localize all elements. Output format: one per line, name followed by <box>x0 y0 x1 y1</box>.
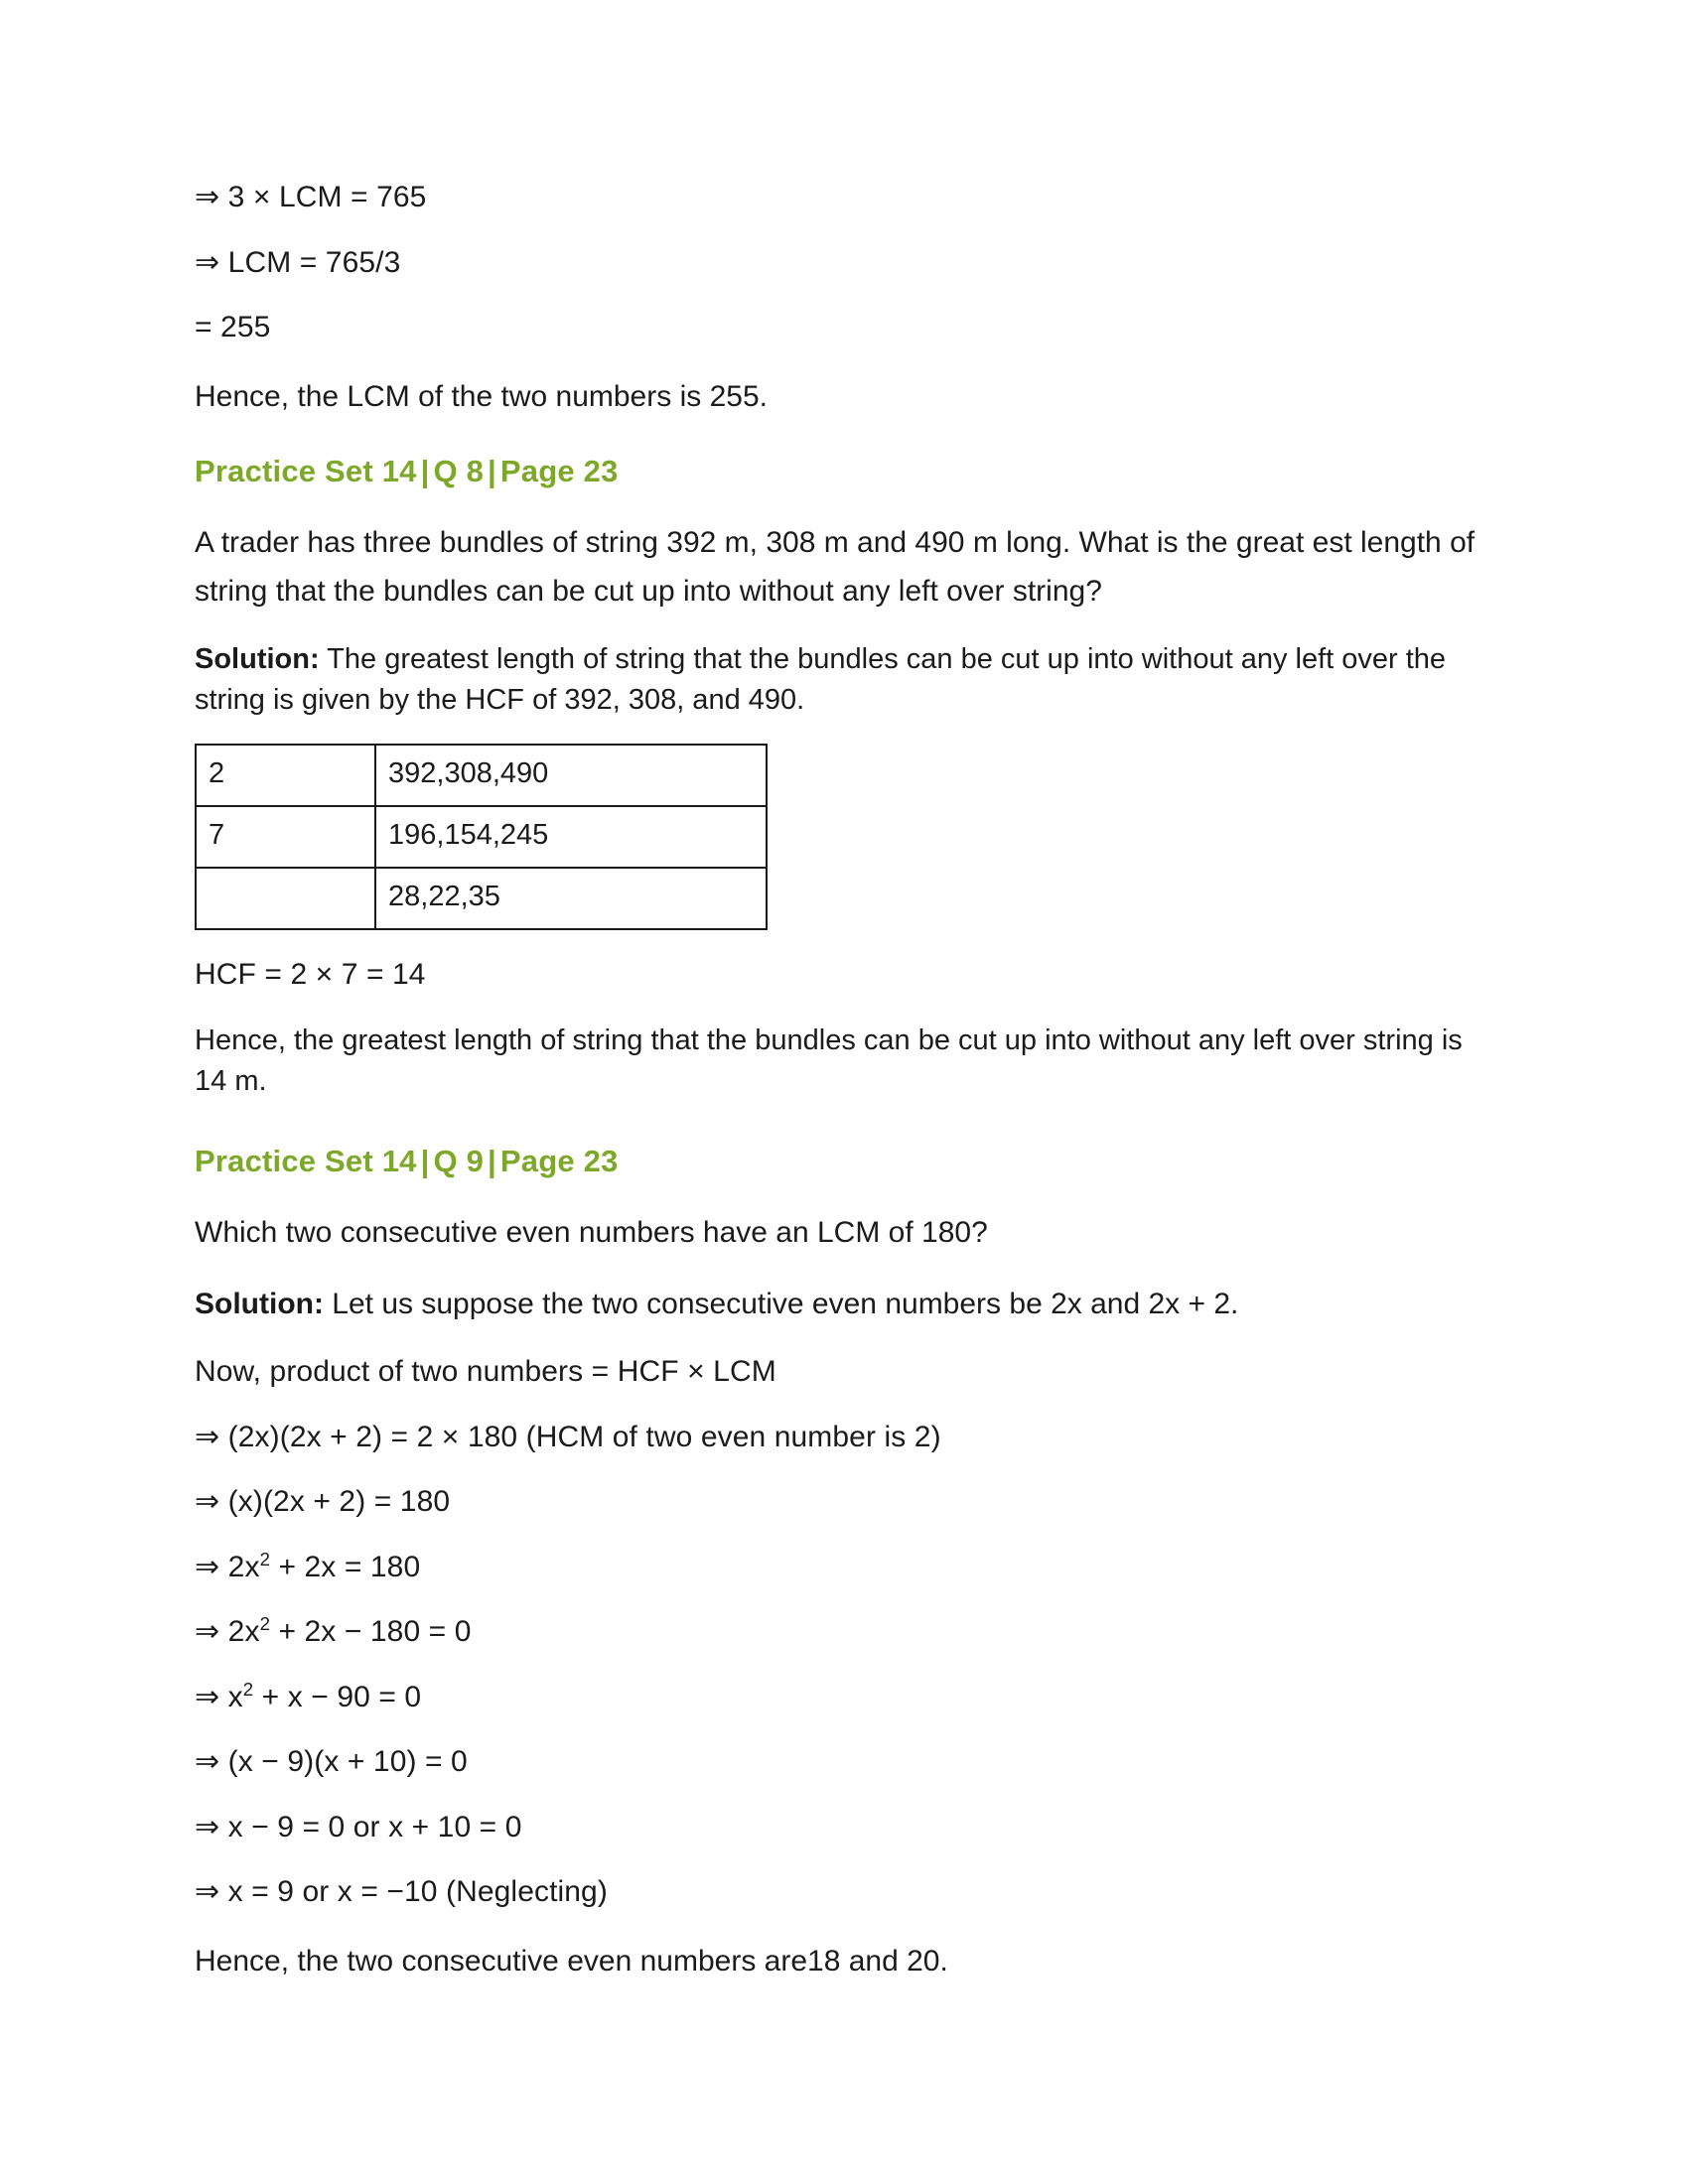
solution-label: Solution: <box>195 1287 324 1320</box>
exponent: 2 <box>259 1613 271 1635</box>
section-q8 <box>195 454 1495 1102</box>
heading-separator: | <box>420 1144 430 1179</box>
equation-line: ⇒ LCM = 765/3 <box>195 245 401 279</box>
heading-question-label: Q 9 <box>433 1144 485 1179</box>
heading-page-label: Page 23 <box>499 454 619 488</box>
table-row <box>196 868 767 929</box>
table-cell-divisor <box>196 868 375 929</box>
section-heading-q8 <box>195 454 1495 489</box>
top-equation-block <box>195 179 1495 420</box>
solution-paragraph-q8 <box>195 639 1495 721</box>
solution-body: The greatest length of string that the bundles can be cut up into without any left over the string is given by the HCF of 392, 308, and 490. <box>195 643 1447 717</box>
table-cell-numbers: 196,154,245 <box>375 806 767 868</box>
exponent: 2 <box>242 1678 254 1700</box>
heading-separator: | <box>488 1144 496 1179</box>
solution-paragraph-q9 <box>195 1282 1495 1328</box>
lcm-conclusion-text: Hence, the LCM of the two numbers is 255. <box>195 379 768 413</box>
heading-page-label: Page 23 <box>499 1144 619 1179</box>
step-factorize: ⇒ (x − 9)(x + 10) = 0 <box>195 1745 468 1779</box>
question-text-q9: Which two consecutive even numbers have an LCM of 180? <box>195 1216 988 1250</box>
eq-part: ⇒ x <box>195 1680 243 1713</box>
heading-separator: | <box>488 454 496 488</box>
step-move-terms <box>195 1613 1495 1651</box>
solution-label: Solution: <box>195 643 320 676</box>
heading-set-label: Practice Set 14 <box>195 454 417 488</box>
exponent: 2 <box>259 1548 271 1570</box>
conclusion-text-q9: Hence, the two consecutive even numbers are18 and 20. <box>195 1944 948 1978</box>
conclusion-text-q8: Hence, the greatest length of string that the bundles can be cut up into without any left over string is 14 m. <box>195 1024 1463 1098</box>
step-expand <box>195 1549 1495 1586</box>
table-cell-numbers: 392,308,490 <box>375 745 767 806</box>
step-roots-setup: ⇒ x − 9 = 0 or x + 10 = 0 <box>195 1810 522 1843</box>
eq-part: ⇒ 2x <box>195 1550 260 1583</box>
eq-part: + x − 90 = 0 <box>253 1680 422 1713</box>
section-q9 <box>195 1144 1495 1984</box>
table-row <box>196 745 767 806</box>
eq-part: + 2x − 180 = 0 <box>270 1615 472 1649</box>
equation-line: = 255 <box>195 311 271 343</box>
factorization-table-q8 <box>195 744 768 930</box>
hcf-result-line: HCF = 2 × 7 = 14 <box>195 957 426 991</box>
question-text-q8: A trader has three bundles of string 392 m, 308 m and 490 m long. What is the great est length of string that the bundles can be cut up into without any left over string? <box>195 526 1476 608</box>
eq-part: + 2x = 180 <box>270 1550 421 1583</box>
table-cell-divisor: 2 <box>196 745 375 806</box>
table-cell-divisor: 7 <box>196 806 375 868</box>
solution-body: Let us suppose the two consecutive even numbers be 2x and 2x + 2. <box>323 1287 1239 1320</box>
heading-question-label: Q 8 <box>433 454 485 488</box>
step-roots-result: ⇒ x = 9 or x = −10 (Neglecting) <box>195 1875 608 1909</box>
section-heading-q9 <box>195 1144 1495 1179</box>
table-row <box>196 806 767 868</box>
spacer <box>195 1124 1495 1144</box>
equation-line: ⇒ 3 × LCM = 765 <box>195 181 427 213</box>
page-content <box>195 179 1495 2010</box>
spacer <box>195 446 1495 454</box>
step-substitute: ⇒ (2x)(2x + 2) = 2 × 180 (HCM of two even number is 2) <box>195 1420 941 1453</box>
eq-part: ⇒ 2x <box>195 1615 260 1649</box>
heading-set-label: Practice Set 14 <box>195 1144 417 1179</box>
step-product-formula: Now, product of two numbers = HCF × LCM <box>195 1355 776 1389</box>
step-simplify <box>195 1679 1495 1716</box>
table-cell-numbers: 28,22,35 <box>375 868 767 929</box>
heading-separator: | <box>420 454 430 488</box>
step-divide-by-two: ⇒ (x)(2x + 2) = 180 <box>195 1485 451 1519</box>
